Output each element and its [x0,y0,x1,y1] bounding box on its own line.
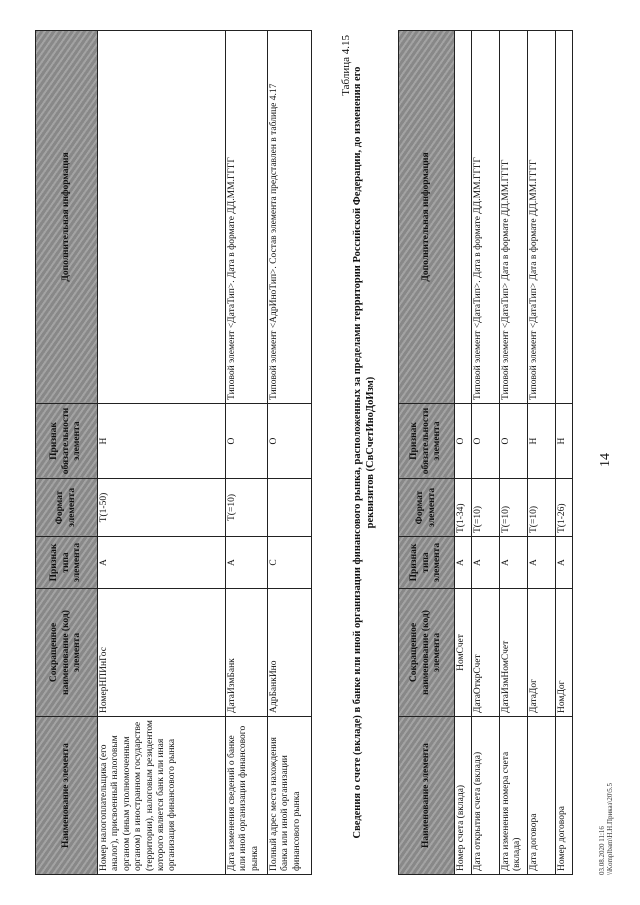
cell-req: О [472,404,500,479]
cell-format: T(=10) [528,479,556,537]
cell-req: Н [528,404,556,479]
cell-format: T(1-26) [556,479,573,537]
header-info: Дополнительная информация [399,31,455,404]
cell-short: ДатаДог [528,589,556,717]
cell-req: О [268,404,312,479]
cell-short: ДатаИзмНомСчет [500,589,528,717]
table-row [528,31,556,875]
cell-short: НомерНПИнГос [98,589,226,717]
header-format: Формат элемента [36,479,98,537]
header-name: Наименование элемента [36,717,98,875]
cell-short: АдрБанкИно [268,589,312,717]
table-row [472,31,500,875]
elements-table-1 [35,30,312,875]
cell-name: Дата открытия счета (вклада) [472,717,500,875]
cell-name: Полный адрес места нахождения банка или иной организации финансового рынка [268,717,312,875]
cell-format: T(=10) [472,479,500,537]
table-row [98,31,226,875]
page-number: 14 [598,453,613,467]
cell-name: Номер договора [556,717,573,875]
elements-table-2 [398,30,573,875]
table-title: Сведения о счете (вкладе) в банке или иной организации финансового рынка, расположенных за пределами территории Российской Федерации, до изменения его реквизитов (СвСчетИноДоИзм) [352,66,376,839]
cell-format: T(=10) [500,479,528,537]
cell-format [268,479,312,537]
table-row [226,31,268,875]
table-row [455,31,472,875]
header-short: Сокращенное наименование (код) элемента [399,589,455,717]
cell-format: T(1-50) [98,479,226,537]
cell-name: Дата изменения сведений о банке или иной организации финансового рынка [226,717,268,875]
cell-info: Типовой элемент <АдрИноТип>. Состав элемента представлен в таблице 4.17 [268,31,312,404]
cell-req: Н [556,404,573,479]
header-type: Признак типа элемента [36,537,98,589]
cell-info [455,31,472,404]
header-req: Признак обязательности элемента [399,404,455,479]
cell-info: Типовой элемент <ДатаТип>. Дата в формате ДД.ММ.ГГГГ [472,31,500,404]
cell-req: О [226,404,268,479]
cell-type: А [455,537,472,589]
cell-name: Номер налогоплательщика (его аналог), присвоенный налоговым органом (иным уполномоченным органом) в иностранном государстве (территории), налоговым резидентом которого является банк или иная организация финансового рынка [98,717,226,875]
header-short: Сокращенное наименование (код) элемента [36,589,98,717]
cell-type: А [98,537,226,589]
header-type: Признак типа элемента [399,537,455,589]
cell-req: Н [98,404,226,479]
cell-info [556,31,573,404]
cell-type: А [226,537,268,589]
header-info: Дополнительная информация [36,31,98,404]
table-row [556,31,573,875]
table-row [500,31,528,875]
cell-short: НомСчет [455,589,472,717]
cell-short: ДатаОткрСчет [472,589,500,717]
footer-line-1: 03.08.2020 11:16 [598,826,606,875]
cell-name: Дата изменения номера счета (вклада) [500,717,528,875]
cell-type: А [556,537,573,589]
cell-info: Типовой элемент <ДатаТип> Дата в формате ДД.ММ.ГГГГ [528,31,556,404]
cell-format: T(1-34) [455,479,472,537]
header-name: Наименование элемента [399,717,455,875]
cell-req: О [500,404,528,479]
table-row [268,31,312,875]
cell-type: А [500,537,528,589]
footer-line-2: \\Komplbam\Н.Н.Приказ\20\5.5 [606,782,615,875]
cell-format: T(=10) [226,479,268,537]
cell-info [98,31,226,404]
table-header-row [399,31,455,875]
footer-path [598,783,614,875]
cell-req: О [455,404,472,479]
cell-type: А [528,537,556,589]
header-format: Формат элемента [399,479,455,537]
header-req: Признак обязательности элемента [36,404,98,479]
cell-info: Типовой элемент <ДатаТип> Дата в формате ДД.ММ.ГГГГ [500,31,528,404]
cell-short: НомДог [556,589,573,717]
cell-type: С [268,537,312,589]
table-number: Таблица 4.15 [340,35,352,96]
cell-type: А [472,537,500,589]
cell-name: Номер счета (вклада) [455,717,472,875]
cell-short: ДатаИзмБанк [226,589,268,717]
cell-name: Дата договора [528,717,556,875]
table-header-row [36,31,98,875]
cell-info: Типовой элемент <ДатаТип>. Дата в формате ДД.ММ.ГГГГ [226,31,268,404]
